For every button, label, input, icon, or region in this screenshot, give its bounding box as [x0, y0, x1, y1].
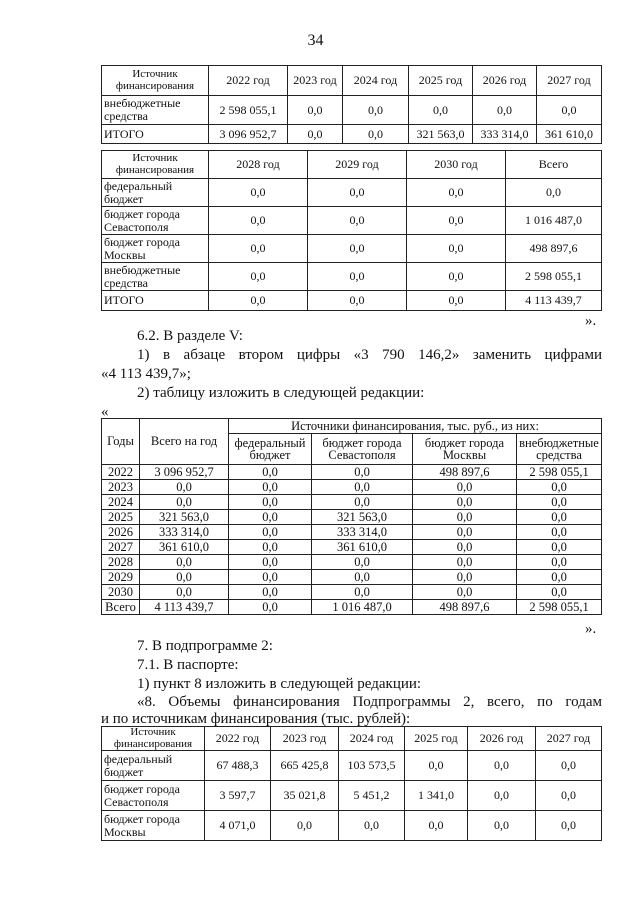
header-year: 2029 год	[308, 151, 407, 179]
header-year: 2030 год	[407, 151, 506, 179]
cell: 3 096 952,7	[140, 465, 229, 480]
cell: 321 563,0	[409, 125, 473, 144]
row-label: 2030	[102, 585, 140, 600]
table-row	[102, 525, 602, 540]
table-row	[102, 570, 602, 585]
cell: 0,0	[536, 781, 602, 811]
cell: 0,0	[407, 207, 506, 235]
cell: 0,0	[229, 480, 312, 495]
row-label: внебюджетные средства	[102, 263, 209, 291]
row-label: 2025	[102, 510, 140, 525]
cell: 0,0	[140, 480, 229, 495]
header-source: Источник финансирования	[102, 66, 209, 96]
cell: 321 563,0	[140, 510, 229, 525]
cell: 321 563,0	[312, 510, 413, 525]
cell: 0,0	[308, 207, 407, 235]
cell: 0,0	[413, 570, 517, 585]
cell: 1 016 487,0	[506, 207, 602, 235]
row-label: бюджет города Москвы	[102, 235, 209, 263]
cell: 0,0	[308, 179, 407, 207]
header-total-per-year: Всего на год	[140, 419, 229, 465]
paragraph-line: 2) таблицу изложить в следующей редакции:	[137, 385, 425, 401]
row-label: внебюджетные средства	[102, 96, 209, 125]
header-year: 2028 год	[209, 151, 308, 179]
cell: 0,0	[209, 207, 308, 235]
cell: 361 610,0	[537, 125, 602, 144]
row-label: федеральный бюджет	[102, 751, 205, 781]
cell: 0,0	[413, 540, 517, 555]
table-row	[102, 291, 602, 311]
cell: 2 598 055,1	[517, 465, 602, 480]
cell: 0,0	[140, 555, 229, 570]
header-source: Источник финансирования	[102, 727, 205, 751]
cell: 0,0	[343, 96, 409, 125]
header-year: 2025 год	[405, 727, 468, 751]
cell: 333 314,0	[312, 525, 413, 540]
cell: 0,0	[517, 570, 602, 585]
section-paragraph: 6.2. В разделе V:	[137, 328, 243, 344]
cell: 0,0	[229, 600, 312, 615]
cell: 0,0	[209, 291, 308, 311]
cell: 0,0	[308, 291, 407, 311]
cell: 0,0	[229, 540, 312, 555]
cell: 0,0	[140, 585, 229, 600]
cell: 0,0	[271, 811, 339, 841]
cell: 0,0	[312, 555, 413, 570]
cell: 0,0	[312, 480, 413, 495]
cell: 361 610,0	[312, 540, 413, 555]
table-row	[102, 555, 602, 570]
table-row	[102, 540, 602, 555]
paragraph-line: «8. Объемы финансирования Подпрограммы 2, всего, по годам	[137, 694, 602, 710]
header-federal-budget: федеральный бюджет	[229, 434, 312, 465]
table-row	[102, 263, 602, 291]
cell: 0,0	[468, 781, 536, 811]
cell: 0,0	[312, 570, 413, 585]
cell: 4 113 439,7	[140, 600, 229, 615]
table-row	[102, 781, 602, 811]
header-years: Годы	[102, 419, 140, 465]
cell: 0,0	[413, 525, 517, 540]
section-paragraph: 7.1. В паспорте:	[137, 657, 239, 673]
table-row	[102, 207, 602, 235]
page-number: 34	[307, 32, 324, 49]
table-row	[102, 96, 602, 125]
cell: 0,0	[312, 585, 413, 600]
cell: 0,0	[288, 125, 343, 144]
cell: 0,0	[407, 263, 506, 291]
cell: 35 021,8	[271, 781, 339, 811]
cell: 0,0	[413, 480, 517, 495]
cell: 0,0	[209, 179, 308, 207]
table-row	[102, 811, 602, 841]
row-label: ИТОГО	[102, 125, 209, 144]
cell: 0,0	[140, 570, 229, 585]
row-label: ИТОГО	[102, 291, 209, 311]
closing-quote: ».	[585, 621, 597, 637]
cell: 0,0	[407, 179, 506, 207]
cell: 0,0	[537, 96, 602, 125]
cell: 0,0	[339, 811, 405, 841]
cell: 0,0	[343, 125, 409, 144]
cell: 0,0	[140, 495, 229, 510]
cell: 1 341,0	[405, 781, 468, 811]
cell: 0,0	[229, 570, 312, 585]
table-row	[102, 751, 602, 781]
cell: 2 598 055,1	[506, 263, 602, 291]
paragraph-line: «4 113 439,7»;	[101, 366, 191, 382]
table-row	[102, 600, 602, 615]
header-year: 2027 год	[536, 727, 602, 751]
cell: 4 071,0	[205, 811, 271, 841]
cell: 0,0	[312, 495, 413, 510]
row-label: 2023	[102, 480, 140, 495]
header-year: 2022 год	[205, 727, 271, 751]
cell: 498 897,6	[506, 235, 602, 263]
cell: 0,0	[468, 751, 536, 781]
cell: 0,0	[308, 235, 407, 263]
cell: 0,0	[308, 263, 407, 291]
cell: 0,0	[413, 495, 517, 510]
cell: 2 598 055,1	[209, 96, 288, 125]
cell: 0,0	[517, 585, 602, 600]
header-year: 2026 год	[468, 727, 536, 751]
header-year: 2024 год	[343, 66, 409, 96]
cell: 0,0	[288, 96, 343, 125]
table-body	[102, 465, 602, 615]
row-label: бюджет города Севастополя	[102, 781, 205, 811]
financing-by-year-table	[101, 418, 602, 615]
header-year: 2023 год	[271, 727, 339, 751]
cell: 0,0	[517, 555, 602, 570]
subprogram2-financing-table	[101, 726, 602, 841]
table-row	[102, 585, 602, 600]
header-sevastopol-budget: бюджет города Севастополя	[312, 434, 413, 465]
cell: 0,0	[312, 465, 413, 480]
cell: 0,0	[229, 525, 312, 540]
paragraph-line: 1) пункт 8 изложить в следующей редакции:	[137, 676, 422, 692]
row-label: 2026	[102, 525, 140, 540]
cell: 0,0	[407, 291, 506, 311]
financing-table-2028-2030-part	[101, 150, 602, 311]
cell: 0,0	[517, 495, 602, 510]
table-row	[102, 125, 602, 144]
table-row	[102, 465, 602, 480]
cell: 0,0	[413, 510, 517, 525]
cell: 0,0	[517, 510, 602, 525]
cell: 4 113 439,7	[506, 291, 602, 311]
row-label: Всего	[102, 600, 140, 615]
header-source: Источник финансирования	[102, 151, 209, 179]
financing-table-2022-2027-part	[101, 65, 602, 144]
section-paragraph: 7. В подпрограмме 2:	[137, 638, 273, 654]
header-year: 2026 год	[473, 66, 537, 96]
cell: 0,0	[517, 480, 602, 495]
cell: 0,0	[209, 263, 308, 291]
cell: 0,0	[517, 525, 602, 540]
row-label: 2024	[102, 495, 140, 510]
header-sources-group: Источники финансирования, тыс. руб., из них:	[229, 419, 602, 434]
row-label: 2028	[102, 555, 140, 570]
cell: 0,0	[536, 751, 602, 781]
cell: 103 573,5	[339, 751, 405, 781]
cell: 0,0	[409, 96, 473, 125]
cell: 0,0	[209, 235, 308, 263]
cell: 67 488,3	[205, 751, 271, 781]
cell: 0,0	[413, 555, 517, 570]
paragraph-line: 1) в абзаце втором цифры «3 790 146,2» заменить цифрами	[137, 347, 602, 363]
row-label: бюджет города Москвы	[102, 811, 205, 841]
cell: 498 897,6	[413, 465, 517, 480]
row-label: 2027	[102, 540, 140, 555]
header-year: 2027 год	[537, 66, 602, 96]
cell: 0,0	[517, 540, 602, 555]
opening-quote: «	[101, 404, 109, 420]
header-year: 2022 год	[209, 66, 288, 96]
cell: 498 897,6	[413, 600, 517, 615]
cell: 665 425,8	[271, 751, 339, 781]
table-row	[102, 495, 602, 510]
header-year: 2024 год	[339, 727, 405, 751]
cell: 0,0	[413, 585, 517, 600]
cell: 333 314,0	[473, 125, 537, 144]
cell: 5 451,2	[339, 781, 405, 811]
cell: 0,0	[229, 465, 312, 480]
header-extrabudgetary: внебюджетные средства	[517, 434, 602, 465]
header-year: 2023 год	[288, 66, 343, 96]
cell: 0,0	[229, 510, 312, 525]
row-label: бюджет города Севастополя	[102, 207, 209, 235]
cell: 333 314,0	[140, 525, 229, 540]
cell: 361 610,0	[140, 540, 229, 555]
cell: 0,0	[229, 555, 312, 570]
table-row	[102, 235, 602, 263]
row-label: 2029	[102, 570, 140, 585]
paragraph-line: и по источникам финансирования (тыс. рублей):	[101, 711, 411, 727]
table-row	[102, 510, 602, 525]
header-year: 2025 год	[409, 66, 473, 96]
cell: 0,0	[506, 179, 602, 207]
cell: 0,0	[536, 811, 602, 841]
cell: 0,0	[473, 96, 537, 125]
header-total: Всего	[506, 151, 602, 179]
row-label: федеральный бюджет	[102, 179, 209, 207]
cell: 2 598 055,1	[517, 600, 602, 615]
cell: 0,0	[229, 585, 312, 600]
table-row	[102, 179, 602, 207]
cell: 0,0	[229, 495, 312, 510]
cell: 0,0	[405, 751, 468, 781]
cell: 3 597,7	[205, 781, 271, 811]
cell: 0,0	[407, 235, 506, 263]
header-moscow-budget: бюджет города Москвы	[413, 434, 517, 465]
cell: 1 016 487,0	[312, 600, 413, 615]
cell: 3 096 952,7	[209, 125, 288, 144]
table-row	[102, 480, 602, 495]
closing-quote: ».	[585, 313, 597, 329]
cell: 0,0	[405, 811, 468, 841]
row-label: 2022	[102, 465, 140, 480]
cell: 0,0	[468, 811, 536, 841]
